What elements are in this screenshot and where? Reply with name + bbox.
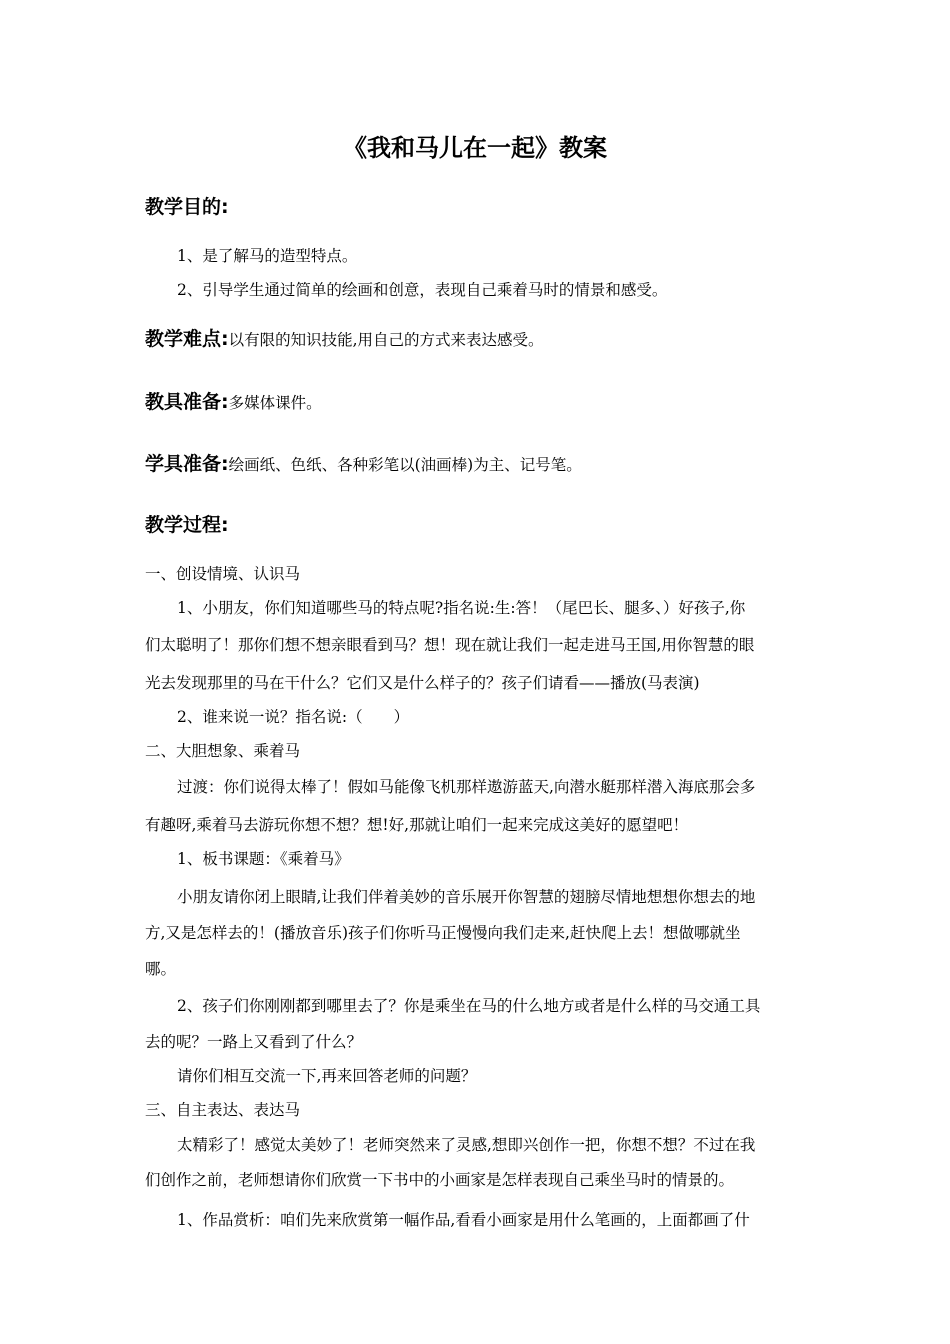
process-line: 1、板书课题：《乘着马》 bbox=[177, 850, 350, 868]
process-line: 去的呢？一路上又看到了什么？ bbox=[145, 1033, 363, 1051]
teacher-prep-label: 教具准备: bbox=[145, 391, 229, 413]
document-title: 《我和马儿在一起》教案 bbox=[343, 134, 607, 162]
process-line: 哪。 bbox=[145, 960, 177, 978]
objective-item: 1、是了解马的造型特点。 bbox=[177, 247, 358, 265]
student-prep-label: 学具准备: bbox=[145, 453, 229, 475]
process-line: 2、孩子们你刚刚都到哪里去了？你是乘坐在马的什么地方或者是什么样的马交通工具 bbox=[177, 997, 761, 1015]
process-line: 过渡：你们说得太棒了！假如马能像飞机那样遨游蓝天,向潜水艇那样潜入海底那会多 bbox=[177, 778, 756, 796]
student-prep-value: 绘画纸、色纸、各种彩笔以(油画棒)为主、记号笔。 bbox=[228, 456, 582, 474]
process-line: 三、自主表达、表达马 bbox=[145, 1101, 301, 1119]
objective-item: 2、引导学生通过简单的绘画和创意，表现自己乘着马时的情景和感受。 bbox=[177, 281, 668, 299]
difficulty-value: 以有限的知识技能,用自己的方式来表达感受。 bbox=[228, 331, 544, 349]
process-line: 请你们相互交流一下,再来回答老师的问题？ bbox=[177, 1067, 477, 1085]
process-line: 一、创设情境、认识马 bbox=[145, 565, 301, 583]
process-line: 方,又是怎样去的！(播放音乐)孩子们你听马正慢慢向我们走来,赶快爬上去！想做哪就坐 bbox=[145, 924, 741, 942]
process-line: 有趣呀,乘着马去游玩你想不想？想!好,那就让咱们一起来完成这美好的愿望吧！ bbox=[145, 816, 689, 834]
student-prep-section bbox=[145, 452, 582, 477]
process-line: 1、小朋友，你们知道哪些马的特点呢?指名说:生:答！（尾巴长、腿多、）好孩子,你 bbox=[177, 599, 746, 617]
teacher-prep-value: 多媒体课件。 bbox=[228, 394, 322, 412]
difficulty-section bbox=[145, 327, 544, 352]
difficulty-label: 教学难点: bbox=[145, 328, 229, 350]
objectives-heading: 教学目的: bbox=[145, 196, 229, 218]
teacher-prep-section bbox=[145, 390, 322, 415]
process-line: 们太聪明了！那你们想不想亲眼看到马？想！现在就让我们一起走进马王国,用你智慧的眼 bbox=[145, 636, 755, 654]
process-heading: 教学过程: bbox=[145, 514, 229, 536]
process-line: 二、大胆想象、乘着马 bbox=[145, 742, 301, 760]
process-line: 小朋友请你闭上眼睛,让我们伴着美妙的音乐展开你智慧的翅膀尽情地想想你想去的地 bbox=[177, 888, 756, 906]
process-line: 太精彩了！感觉太美妙了！老师突然来了灵感,想即兴创作一把，你想不想？不过在我 bbox=[177, 1136, 756, 1154]
process-line: 2、谁来说一说？指名说:（ ） bbox=[177, 708, 410, 726]
process-line: 们创作之前，老师想请你们欣赏一下书中的小画家是怎样表现自己乘坐马时的情景的。 bbox=[145, 1171, 735, 1189]
process-line: 光去发现那里的马在干什么？它们又是什么样子的？孩子们请看——播放(马表演) bbox=[145, 674, 700, 692]
process-line: 1、作品赏析：咱们先来欣赏第一幅作品,看看小画家是用什么笔画的，上面都画了什 bbox=[177, 1211, 750, 1229]
